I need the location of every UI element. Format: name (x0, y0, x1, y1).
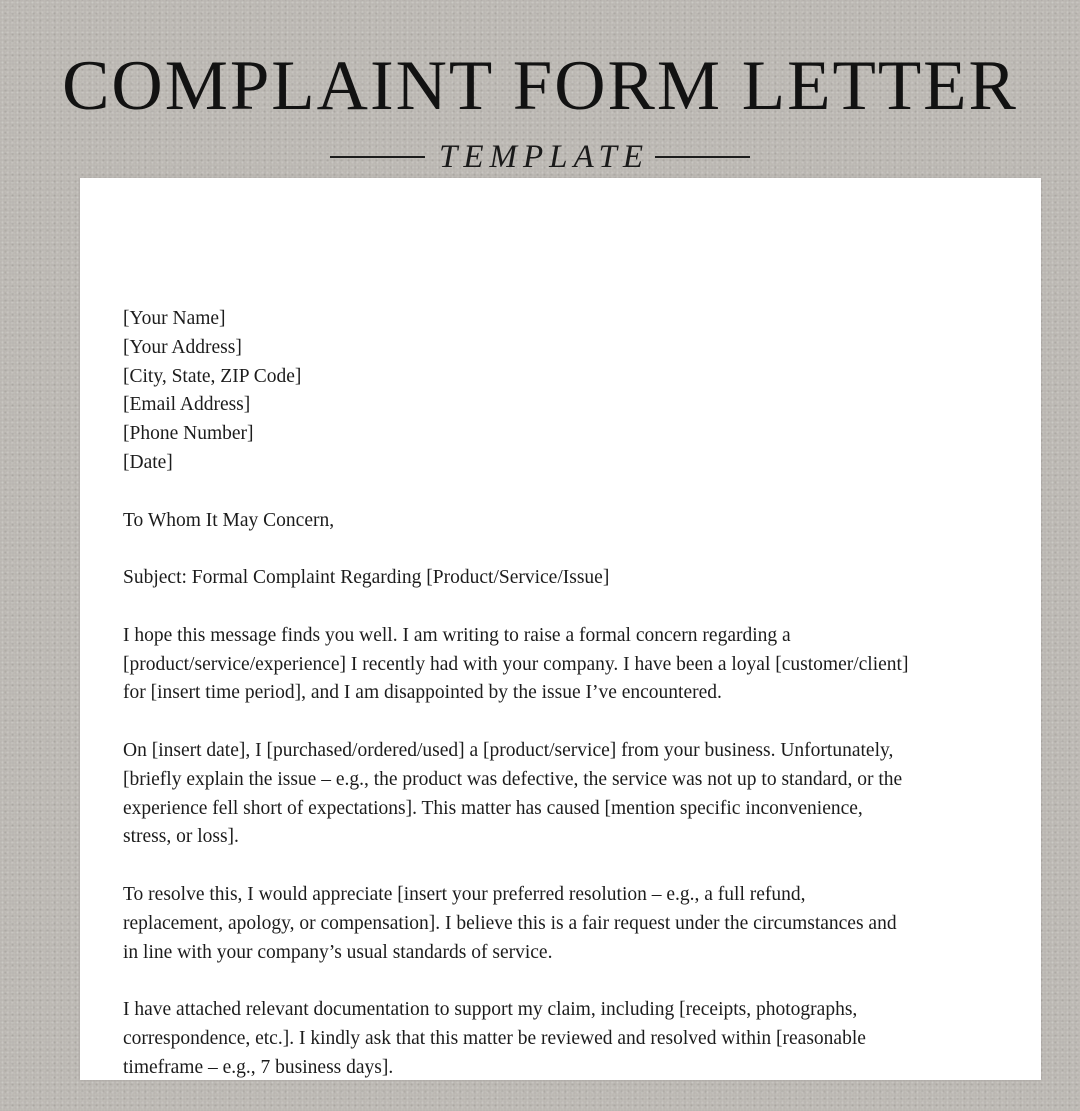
subject-line (123, 564, 1013, 593)
sender-line: [Your Address] (123, 336, 242, 358)
salutation (123, 507, 1013, 536)
paragraph-line: timeframe – e.g., 7 business days]. (123, 1056, 394, 1078)
paragraph-line: stress, or loss]. (123, 826, 239, 848)
sender-line: [Date] (123, 451, 173, 473)
paragraph-line: correspondence, etc.]. I kindly ask that this matter be reviewed and resolved within [reasonable (123, 1027, 866, 1049)
right-divider (655, 156, 750, 158)
paragraph-line: experience fell short of expectations]. This matter has caused [mention specific inconvenience, (123, 797, 863, 819)
letter-document (80, 178, 1041, 1080)
body-paragraph-intro (123, 622, 1013, 708)
body-paragraph-resolution (123, 881, 1013, 967)
paragraph-line: I hope this message finds you well. I am writing to raise a formal concern regarding a (123, 624, 791, 646)
paragraph-line: To resolve this, I would appreciate [insert your preferred resolution – e.g., a full refund, (123, 883, 806, 905)
sender-line: [City, State, ZIP Code] (123, 365, 302, 387)
subject-text: Subject: Formal Complaint Regarding [Product/Service/Issue] (123, 567, 610, 589)
paragraph-line: On [insert date], I [purchased/ordered/used] a [product/service] from your business. Unfortunately, (123, 739, 894, 761)
left-divider (330, 156, 425, 158)
paragraph-line: in line with your company’s usual standards of service. (123, 941, 553, 963)
body-paragraph-issue (123, 737, 1013, 852)
sender-block (123, 305, 1013, 478)
sender-line: [Your Name] (123, 308, 226, 329)
page-title: COMPLAINT FORM LETTER (62, 47, 1018, 125)
sender-line: [Phone Number] (123, 423, 254, 445)
subtitle-row (0, 137, 1080, 177)
paragraph-line: for [insert time period], and I am disappointed by the issue I’ve encountered. (123, 682, 722, 704)
paragraph-line: replacement, apology, or compensation]. I believe this is a fair request under the circumstances and (123, 912, 897, 934)
paragraph-line: [briefly explain the issue – e.g., the product was defective, the service was not up to standard, or the (123, 768, 903, 790)
paragraph-line: I have attached relevant documentation to support my claim, including [receipts, photographs, (123, 999, 858, 1021)
paragraph-line: [product/service/experience] I recently had with your company. I have been a loyal [customer/client] (123, 653, 909, 675)
salutation-text: To Whom It May Concern, (123, 509, 335, 531)
subtitle: TEMPLATE (439, 138, 649, 175)
sender-line: [Email Address] (123, 394, 251, 416)
body-paragraph-documentation (123, 996, 1013, 1082)
letter-body (123, 305, 1013, 1111)
